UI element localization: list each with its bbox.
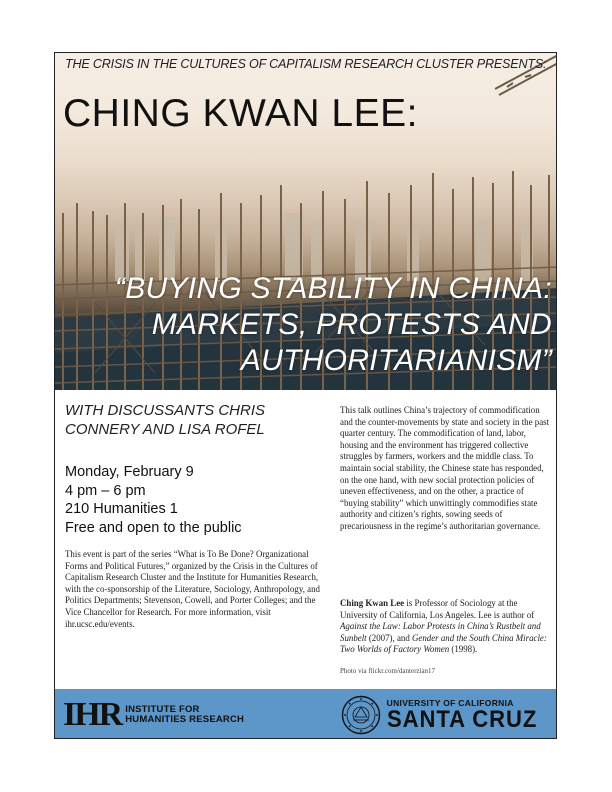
speaker-bio xyxy=(340,598,552,656)
ihr-mark: IHR xyxy=(63,696,122,733)
hero-photo xyxy=(55,53,557,390)
presenter-line: THE CRISIS IN THE CULTURES OF CAPITALISM RESEARCH CLUSTER PRESENTS: xyxy=(65,57,547,71)
speaker-name: CHING KWAN LEE: xyxy=(63,92,418,135)
book-title: Gender and the South China Miracle: Two Worlds of Factory Women xyxy=(340,632,547,655)
event-date: Monday, February 9 xyxy=(65,464,194,480)
talk-title xyxy=(82,271,552,379)
bio-text: (2007), and xyxy=(366,632,412,643)
uc-line: UNIVERSITY OF CALIFORNIA xyxy=(386,698,514,708)
bio-name: Ching Kwan Lee xyxy=(340,598,405,608)
ihr-name-line: HUMANITIES RESEARCH xyxy=(125,714,245,725)
campus-name: SANTA CRUZ xyxy=(386,706,537,733)
photo-credit: Photo via flickr.com/danterzian17 xyxy=(340,667,436,675)
event-poster xyxy=(54,52,557,739)
discussants xyxy=(65,401,315,439)
talk-title-line: MARKETS, PROTESTS AND xyxy=(151,308,552,341)
event-details xyxy=(65,463,325,537)
series-info: This event is part of the series “What is To Be Done? Organizational Forms and Political Futures,” organized by the Crisis in the Cultures of Capitalism Research Cluster and the Institute for Humanities Research, with the co-sponsorship of the Literature, Sociology, Anthropology, and Politics Departments; Stevenson, Cowell, and Porter Colleges; and the Vice Chancellor for Research. For more information, visit ihr.ucsc.edu/events. xyxy=(65,549,320,629)
book-title: Against the Law: Labor Protests in China’s Rustbelt and Sunbelt xyxy=(340,621,541,643)
university-seal-icon xyxy=(341,695,381,735)
event-location: 210 Humanities 1 xyxy=(65,501,178,517)
ihr-name xyxy=(125,705,244,726)
talk-title-line: “BUYING STABILITY IN CHINA: xyxy=(114,272,552,305)
discussants-line: WITH DISCUSSANTS CHRIS xyxy=(65,402,266,419)
ihr-logo xyxy=(63,695,244,735)
ucsc-logo xyxy=(341,693,550,737)
discussants-line: CONNERY AND LISA ROFEL xyxy=(65,421,265,438)
sponsor-footer xyxy=(55,689,557,739)
talk-abstract: This talk outlines China’s trajectory of commodification and the counter-movements by state and society in the past quarter century. The commodification of land, labor, housing and the environment has triggered collective struggles by farmers, workers and the middle class. To maintain social stability, the Chinese state has responded, on the one hand, with new social protection policies of uneven effectiveness, and on the other, a practice of “buying stability” which unwittingly commodifies state authority and citizen’s rights, sowing seeds of precariousness in the regime’s authoritarian governance. xyxy=(340,405,550,531)
ihr-name-line: INSTITUTE FOR xyxy=(125,703,200,715)
event-admission: Free and open to the public xyxy=(65,519,242,536)
event-time: 4 pm – 6 pm xyxy=(65,482,146,499)
ucsc-wordmark xyxy=(387,698,550,732)
bio-text: is Professor of Sociology at the University of California, Los Angeles. Lee is author of xyxy=(340,598,535,620)
talk-title-line: AUTHORITARIANISM” xyxy=(240,344,552,377)
bio-text: (1998). xyxy=(449,644,478,655)
